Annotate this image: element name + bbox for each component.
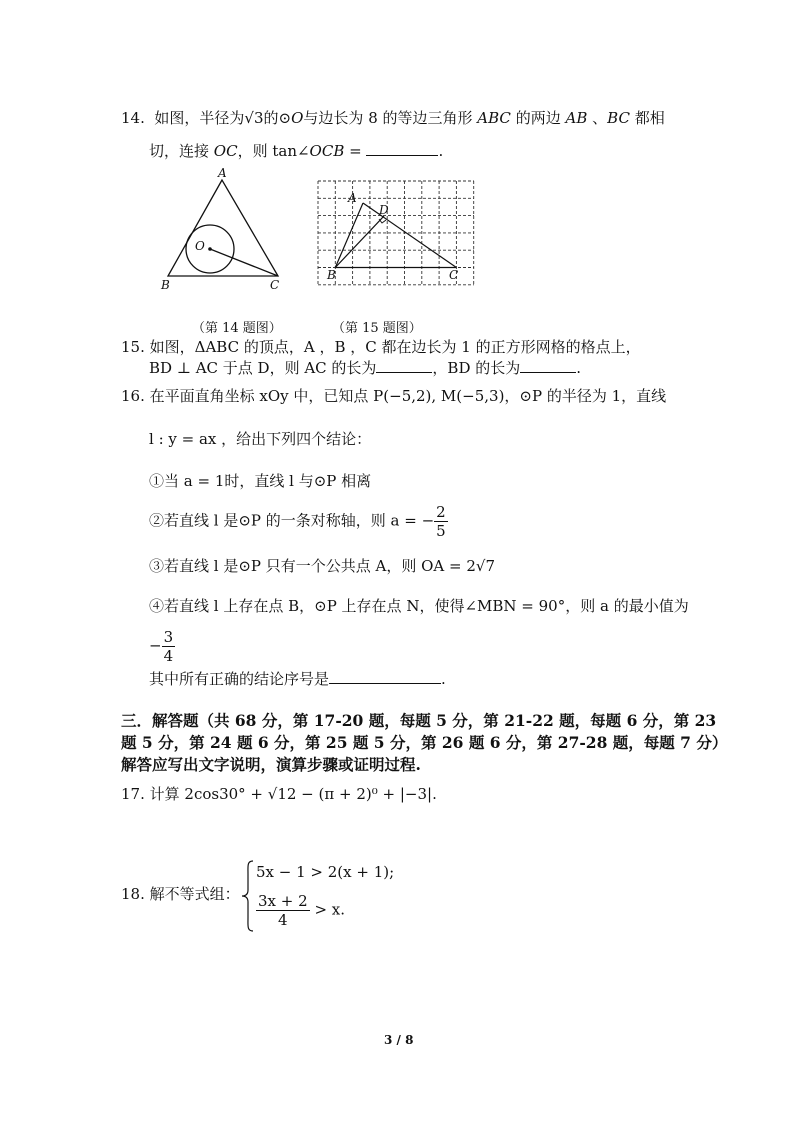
figure-15 [318,181,478,291]
section3-line2: 题 5 分，第 24 题 6 分，第 25 题 5 分，第 26 题 6 分，第 27-28 题，每题 7 分） [121,733,728,752]
segment-bd [335,216,384,268]
q15-ac-blank[interactable] [376,358,432,373]
q15-bd-blank[interactable] [520,358,576,373]
q16-conclusion-4: ④若直线 l 上存在点 B，⊙P 上存在点 N，使得∠MBN = 90°，则 a 的最小值为 [149,597,689,615]
q16-conclusion-4-value: − $\frac{3}{4}$ [149,628,174,665]
q14-line1: 14. 如图，半径为√3的⊙O与边长为 8 的等边三角形 ABC 的两边 AB 、BC 都相 [121,109,665,127]
point-o [208,247,212,251]
q16-conclusion-2: ②若直线 l 是⊙P 的一条对称轴，则 a = − $\frac{2}{5}$ [149,503,446,540]
q16-conclusion-1: ①当 a = 1时，直线 l 与⊙P 相离 [149,472,372,490]
triangle-abc [168,180,278,276]
label-c: C [449,268,459,282]
q14-line2: 切，连接 OC，则 tan∠OCB = . [149,142,444,160]
fraction-3-4: $\frac{3}{4}$ [163,628,174,665]
segment-oc [210,249,278,276]
segment-ab [335,203,363,268]
q16-line2: l : y = ax ，给出下列四个结论： [149,430,372,448]
q18-inequality-2: $\frac{3x + 2}{4}$ > x. [258,892,346,929]
q15-line1: 15. 如图，ΔABC 的顶点，A ，B ，C 都在边长为 1 的正方形网格的格点上， [121,338,641,356]
q18-number: 18. [121,885,145,903]
q15-number: 15. [121,338,145,356]
q16-ask: 其中所有正确的结论序号是 . [149,670,446,688]
q14-number: 14. [121,109,145,127]
label-d: D [379,203,389,217]
section3-line3: 解答应写出文字说明，演算步骤或证明过程. [121,755,421,774]
fraction-2-5: $\frac{2}{5}$ [436,503,446,540]
figure-14 [160,168,290,293]
label-b: B [161,278,170,292]
q16-conclusion-3: ③若直线 l 是⊙P 只有一个公共点 A，则 OA = 2√7 [149,557,496,575]
q16-line1: 16. 在平面直角坐标 xOy 中，已知点 P(−5,2), M(−5,3)，⊙P 的半径为 1，直线 [121,387,667,405]
label-a: A [348,191,357,205]
q17: 17. 计算 2cos30° + √12 − (π + 2)⁰ + |−3|. [121,785,437,803]
label-b: B [327,268,336,282]
page-number: 3 / 8 [384,1033,414,1047]
q18-inequality-1: 5x − 1 > 2(x + 1); [256,863,395,881]
left-brace [241,860,255,932]
q14-answer-blank[interactable] [366,141,438,156]
q18-label: 18. 解不等式组： [121,885,240,903]
label-o: O [195,239,205,253]
q15-line2: BD ⊥ AC 于点 D，则 AC 的长为 ，BD 的长为 . [149,359,582,377]
label-c: C [270,278,280,292]
figure-15-caption: （第 15 题图） [332,321,422,336]
fraction-3x2-4: $\frac{3x + 2}{4}$ [258,892,308,929]
segment-ac [363,203,456,268]
q16-answer-blank[interactable] [329,669,441,684]
q16-number: 16. [121,387,145,405]
label-a: A [218,166,227,180]
figure-14-caption: （第 14 题图） [192,321,282,336]
q17-number: 17. [121,785,145,803]
section3-line1: 三．解答题（共 68 分，第 17-20 题，每题 5 分，第 21-22 题，每题 6 分，第 23 [121,711,717,730]
